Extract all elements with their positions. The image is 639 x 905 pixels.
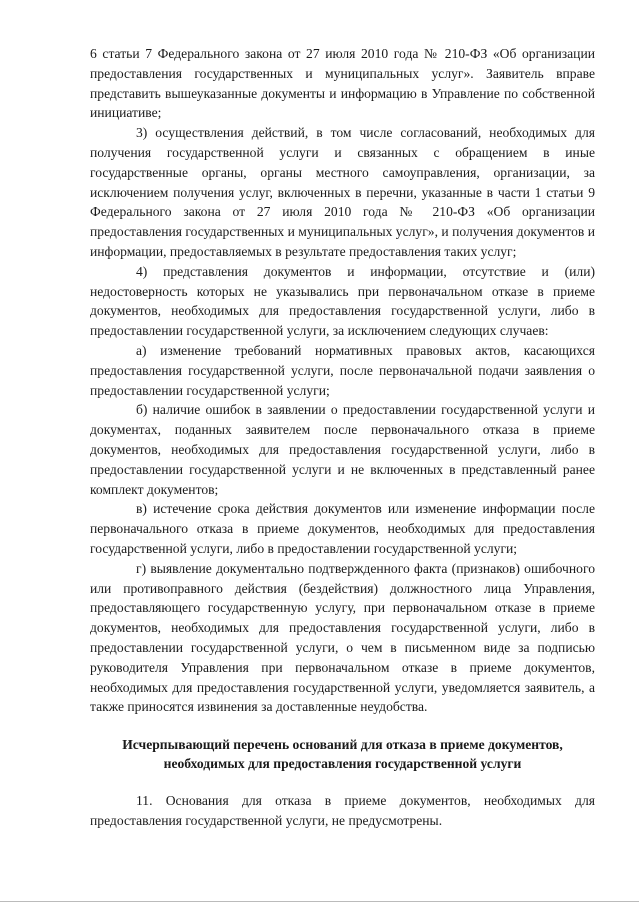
paragraph-subitem-v: в) истечение срока действия документов или изменение информации после первоначального отказа в приеме документов, необходимых для предоставления государственной услуги, либо в предоставлении государственной услуги; <box>90 501 595 556</box>
paragraph-item-11: 11. Основания для отказа в приеме документов, необходимых для предоставления государственной услуги, не предусмотрены. <box>90 793 595 828</box>
paragraph-item-3: 3) осуществления действий, в том числе согласований, необходимых для получения государственной услуги и связанных с обращением в иные государственные органы, органы местного самоуправления, организации, за исключением получения услуг, включенных в перечни, указанные в части 1 статьи 9 Федерального закона от 27 июля 2010 года № 210-ФЗ «Об организации предоставления государственных и муниципальных услуг», и получения документов и информации, предоставляемых в результате предоставления таких услуг; <box>90 125 595 259</box>
paragraph-subitem-a: а) изменение требований нормативных правовых актов, касающихся предоставления государственной услуги, после первоначальной подачи заявления о предоставлении государственной услуги; <box>90 342 595 398</box>
section-heading: Исчерпывающий перечень оснований для отказа в приеме документов, необходимых для предоставления государственной услуги <box>122 737 563 772</box>
paragraph-subitem-b: б) наличие ошибок в заявлении о предоставлении государственной услуги и документах, поданных заявителем после первоначального отказа в приеме документов, необходимых для предоставления государственной услуги, либо в предоставлении государственной услуги и не включенных в представленный ранее комплект документов; <box>90 402 595 497</box>
scan-edge-line <box>0 901 639 902</box>
paragraph-item-4: 4) представления документов и информации, отсутствие и (или) недостоверность которых не указывались при первоначальном отказе в приеме документов, необходимых для предоставления государственной услуги, либо в предоставлении государственной услуги, за исключением следующих случаев: <box>90 263 595 339</box>
paragraph-subitem-g: г) выявление документально подтвержденного факта (признаков) ошибочного или противоправного действия (бездействия) должностного лица Управления, предоставляющего государственную услугу, при первоначальном отказе в приеме документов, необходимых для предоставления государственной услуги, либо в предоставлении государственной услуги, о чем в письменном виде за подписью руководителя Управления при первоначальном отказе в приеме документов, необходимых для предоставления государственной услуги, уведомляется заявитель, а также приносятся извинения за доставленные неудобства. <box>90 560 595 715</box>
document-page <box>90 44 595 831</box>
paragraph-continuation: 6 статьи 7 Федерального закона от 27 июля 2010 года № 210-ФЗ «Об организации предоставления государственных и муниципальных услуг». Заявитель вправе представить вышеуказанные документы и информацию в Управление по собственной инициативе; <box>90 46 595 121</box>
